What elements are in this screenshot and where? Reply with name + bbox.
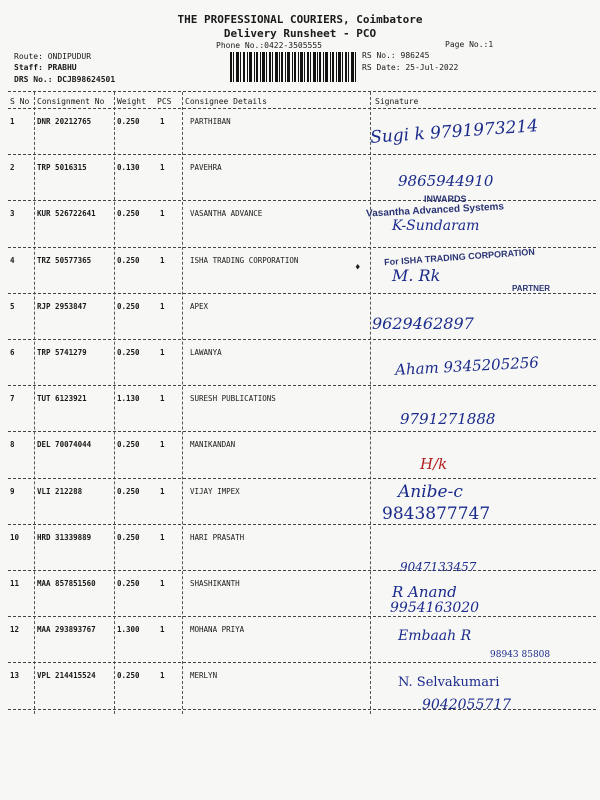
signature: 9954163020	[390, 600, 480, 616]
column-header-consignee: Consignee Details	[185, 97, 267, 106]
row-consignment: TUT 6123921	[37, 394, 87, 404]
drs-number: DRS No.: DCJB98624501	[14, 75, 116, 84]
row-consignment: DEL 70074044	[37, 440, 92, 450]
row-divider	[8, 616, 596, 617]
column-header-pcs: PCS	[157, 97, 172, 106]
row-weight: 0.130	[117, 163, 140, 173]
row-weight: 0.250	[117, 579, 140, 588]
row-sno: 7	[10, 394, 15, 404]
row-consignment: MAA 857851560	[37, 579, 96, 588]
row-consignment: VPL 214415524	[37, 671, 96, 681]
row-weight: 1.130	[117, 394, 140, 404]
row-weight: 0.250	[117, 117, 140, 126]
row-consignment: RJP 2953847	[37, 301, 87, 311]
row-pcs: 1	[160, 486, 165, 496]
signature: Aham 9345205256	[394, 353, 540, 379]
route-label: Route: ONDIPUDUR	[14, 52, 92, 61]
page-number: Page No.:1	[445, 40, 494, 49]
row-pcs: 1	[160, 440, 165, 450]
row-consignment: MAA 293893767	[37, 625, 96, 635]
table-top-rule	[8, 91, 596, 92]
signature: 9865944910	[398, 172, 494, 190]
signature: N. Selvakumari	[398, 675, 500, 690]
row-pcs: 1	[160, 394, 165, 404]
row-consignee: MOHANA PRIYA	[190, 625, 245, 635]
column-divider	[182, 92, 183, 714]
row-divider	[8, 431, 596, 432]
signature: 9047133457	[400, 560, 477, 574]
row-sno: 4	[10, 255, 15, 265]
row-pcs: 1	[160, 301, 165, 311]
row-consignee: SURESH PUBLICATIONS	[190, 394, 276, 404]
row-pcs: 1	[160, 163, 165, 173]
row-pcs: 1	[160, 348, 165, 357]
row-divider	[8, 385, 596, 386]
row-divider	[8, 154, 596, 155]
signature: Sugi k 9791973214	[369, 116, 539, 148]
stamp: INWARDS	[424, 194, 467, 204]
row-divider	[8, 293, 596, 294]
page-subtitle: Delivery Runsheet - PCO	[223, 27, 377, 40]
row-pcs: 1	[160, 671, 165, 681]
mark-icon: ♦	[355, 263, 361, 273]
row-weight: 0.250	[117, 301, 140, 311]
stamp: PARTNER	[512, 284, 551, 293]
signature: 9791271888	[400, 410, 496, 428]
row-consignment: VLI 212288	[37, 486, 83, 496]
row-consignment: TRZ 50577365	[37, 255, 92, 265]
row-consignee: LAWANYA	[190, 348, 222, 357]
column-header-sno: S No	[10, 97, 30, 106]
row-sno: 2	[10, 163, 15, 173]
row-consignee: SHASHIKANTH	[190, 579, 240, 588]
row-weight: 1.300	[117, 625, 140, 635]
column-header-weight: Weight	[117, 97, 146, 106]
column-header-signature: Signature	[375, 97, 419, 106]
signature: Embaah R	[398, 628, 472, 644]
staff-label: Staff: PRABHU	[14, 63, 77, 72]
row-consignee: PAVEHRA	[190, 163, 222, 173]
row-divider	[8, 478, 596, 479]
row-consignment: TRP 5741279	[37, 348, 87, 357]
barcode	[230, 52, 356, 82]
row-weight: 0.250	[117, 532, 140, 542]
row-sno: 1	[10, 117, 15, 126]
rs-number: RS No.: 986245	[362, 51, 430, 60]
row-sno: 5	[10, 301, 15, 311]
signature: K-Sundaram	[392, 218, 480, 234]
row-consignee: MERLYN	[190, 671, 218, 681]
page-title: THE PROFESSIONAL COURIERS, Coimbatore	[177, 13, 423, 26]
row-weight: 0.250	[117, 209, 140, 219]
row-sno: 11	[10, 579, 20, 588]
signature: 9843877747	[382, 504, 491, 524]
row-sno: 3	[10, 209, 15, 219]
column-divider	[370, 92, 371, 714]
row-pcs: 1	[160, 117, 165, 126]
row-pcs: 1	[160, 625, 165, 635]
table-header-rule	[8, 108, 596, 109]
row-weight: 0.250	[117, 671, 140, 681]
row-consignee: VASANTHA ADVANCE	[190, 209, 263, 219]
row-pcs: 1	[160, 255, 165, 265]
row-consignment: TRP 5016315	[37, 163, 87, 173]
row-weight: 0.250	[117, 486, 140, 496]
row-consignee: VIJAY IMPEX	[190, 486, 240, 496]
row-divider	[8, 339, 596, 340]
row-consignee: ISHA TRADING CORPORATION	[190, 255, 299, 265]
rs-date: RS Date: 25-Jul-2022	[362, 63, 459, 72]
row-pcs: 1	[160, 209, 165, 219]
row-consignment: HRD 31339889	[37, 532, 92, 542]
row-weight: 0.250	[117, 440, 140, 450]
row-consignee: MANIKANDAN	[190, 440, 236, 450]
row-pcs: 1	[160, 579, 165, 588]
column-divider	[114, 92, 115, 714]
row-weight: 0.250	[117, 255, 140, 265]
signature: 98943 85808	[490, 650, 551, 660]
row-sno: 10	[10, 532, 20, 542]
row-divider	[8, 662, 596, 663]
row-sno: 12	[10, 625, 20, 635]
row-consignment: KUR 526722641	[37, 209, 96, 219]
stamp: For ISHA TRADING CORPORATION	[383, 246, 536, 268]
column-divider	[34, 92, 35, 714]
row-sno: 13	[10, 671, 20, 681]
row-divider	[8, 247, 596, 248]
stamp: H/k	[420, 455, 448, 473]
row-consignment: DNR 20212765	[37, 117, 92, 126]
row-divider	[8, 200, 596, 201]
signature: M. Rk	[392, 266, 441, 285]
signature: 9629462897	[372, 314, 474, 333]
row-sno: 9	[10, 486, 15, 496]
row-sno: 8	[10, 440, 15, 450]
row-weight: 0.250	[117, 348, 140, 357]
row-sno: 6	[10, 348, 15, 357]
column-header-consignment: Consignment No	[37, 97, 105, 106]
row-consignee: PARTHIBAN	[190, 117, 231, 126]
row-consignee: HARI PRASATH	[190, 532, 245, 542]
signature: R Anand	[392, 583, 457, 601]
signature: Anibe-c	[398, 482, 463, 502]
signature: 9042055717	[422, 697, 512, 713]
row-consignee: APEX	[190, 301, 209, 311]
row-pcs: 1	[160, 532, 165, 542]
stamp: Vasantha Advanced Systems	[365, 201, 505, 220]
phone-number: Phone No.:0422-3505555	[216, 41, 322, 50]
